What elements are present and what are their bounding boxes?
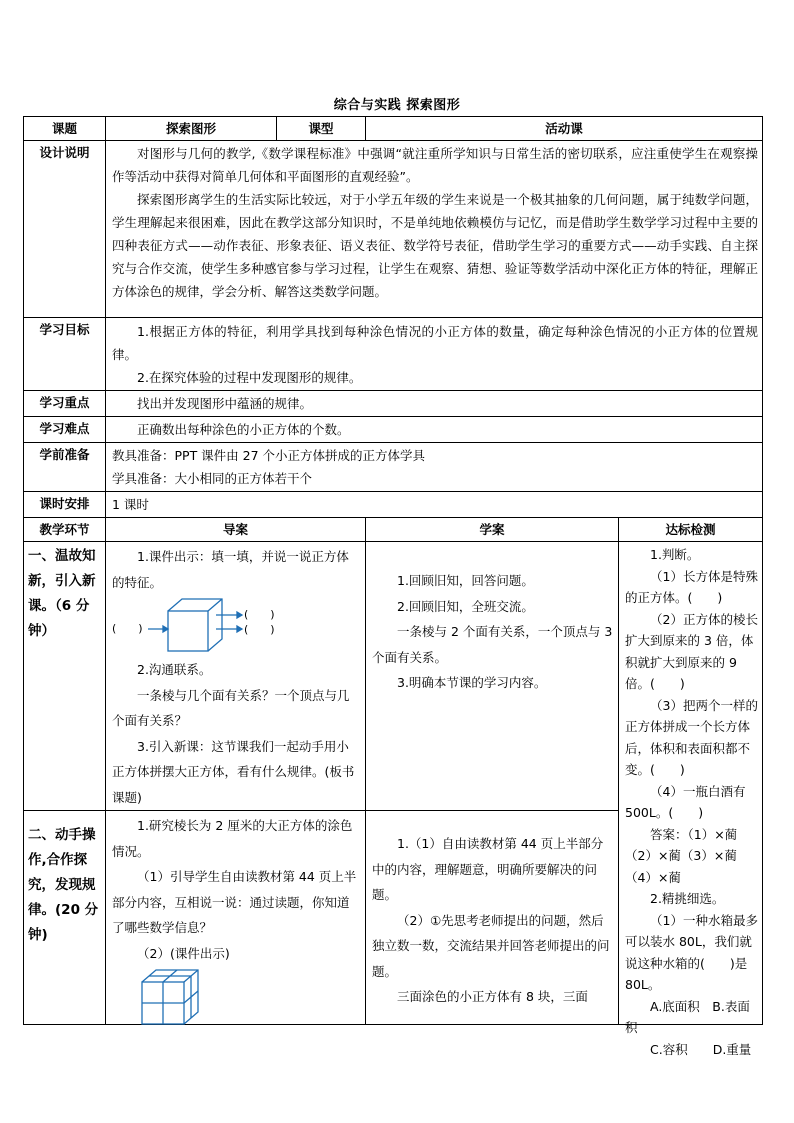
design-label: 设计说明 <box>24 141 106 318</box>
blank-right-bottom: ( ) <box>244 623 275 636</box>
key-point-label: 学习重点 <box>24 391 106 417</box>
difficulty-text: 正确数出每种涂色的小正方体的个数。 <box>137 422 350 437</box>
design-paragraph-1: 对图形与几何的教学,《数学课程标准》中强调“就注重所学知识与日常生活的密切联系，应注重使学生在观察操作等活动中获得对简单几何体和平面图形的直观经验”。 <box>112 146 759 184</box>
arrow-left-head <box>163 626 168 632</box>
stage-2-study-2: （2）①先思考老师提出的问题，然后独立数一数，交流结果并回答老师提出的问题。 <box>372 912 610 979</box>
stage-2-study-1: 1.（1）自由读教材第 44 页上半部分中的内容，理解题意，明确所要解决的问题。 <box>372 836 604 902</box>
stage-1-guide-4: 3.引入新课：这节课我们一起动手用小正方体拼摆大正方体，看有什么规律。(板书课题) <box>112 738 355 805</box>
check-answer: 答案：（1）×蔺（2）×蔺（3）×蔺（4）×蔺 <box>625 826 738 885</box>
teacher-materials: 教具准备：PPT 课件由 27 个小正方体拼成的正方体学具 <box>112 448 426 463</box>
student-materials: 学具准备：大小相同的正方体若干个 <box>112 471 313 486</box>
stage-1-study-1: 1.回顾旧知，回答问题。 <box>397 573 534 588</box>
design-paragraph-2: 探索图形离学生的生活实际比较远，对于小学五年级的学生来说是一个极其抽象的几何问题，属于纯数学问题，学生理解起来很困难，因此在教学这部分知识时，不是单纯地依赖模仿与记忆，而是借助学生数学学习过程中主要的四种表征方式——动作表征、形象表征、语义表征、数学符号表征，借助学生学习的重要方式——动手实践、自主探究与合作交流，使学生多种感官参与学习过程，让学生在观察、猜想、验证等数学活动中深化正方体的特征，理解正方体涂色的规律，学会分析、解答这类数学问题。 <box>112 192 759 299</box>
stage-2-guide-2: （1）引导学生自由读教材第 44 页上半部分内容，互相说一说：通过读题，你知道了哪些数学信息？ <box>112 869 357 935</box>
check-column <box>619 542 762 1057</box>
schedule-row <box>24 492 763 518</box>
objectives-label: 学习目标 <box>24 318 106 391</box>
col-study-header: 学案 <box>366 518 619 542</box>
col-check-header: 达标检测 <box>619 518 763 542</box>
blank-right-top: ( ) <box>244 608 275 621</box>
check-7: （1）一种水箱最多可以装水 80L，我们就说这种水箱的( )是 80L。 <box>625 912 758 992</box>
key-point-row <box>24 391 763 417</box>
preparation-row <box>24 443 763 492</box>
objectives-row <box>24 318 763 391</box>
schedule-label: 课时安排 <box>24 492 106 518</box>
header-topic-value: 探索图形 <box>106 117 277 141</box>
col-guide-header: 导案 <box>106 518 366 542</box>
document-title: 综合与实践 探索图形 <box>333 98 461 113</box>
header-type-value: 活动课 <box>366 117 763 141</box>
preparation-label: 学前准备 <box>24 443 106 492</box>
2x2-cube-figure <box>134 966 224 1028</box>
stage-1-guide-3: 一条棱与几个面有关系？一个顶点与几个面有关系？ <box>112 687 350 728</box>
header-row <box>24 117 763 141</box>
check-3: （2）正方体的棱长扩大到原来的 3 倍，体积就扩大到原来的 9 倍。( ) <box>625 611 758 691</box>
stage-1-row <box>24 542 763 811</box>
check-5: （4）一瓶白酒有 500L。( ) <box>625 783 746 820</box>
cube-figure <box>112 595 361 657</box>
objective-1: 1.根据正方体的特征，利用学具找到每种涂色情况的小正方体的数量，确定每种涂色情况的小正方体的位置规律。 <box>112 324 759 362</box>
difficulty-label: 学习难点 <box>24 417 106 443</box>
lesson-plan-table <box>23 116 763 1057</box>
col-stage-header: 教学环节 <box>24 518 106 542</box>
stage-1-guide-1: 1.课件出示：填一填，并说一说正方体的特征。 <box>112 549 349 590</box>
check-4: （3）把两个一样的正方体拼成一个长方体后，体积和表面积都不变。( ) <box>625 697 758 777</box>
header-label-topic: 课题 <box>24 117 106 141</box>
cube-front-face <box>168 611 208 651</box>
check-1: 1.判断。 <box>650 547 700 562</box>
blank-left: ( ) <box>112 622 143 635</box>
section-header-row <box>24 518 763 542</box>
difficulty-row <box>24 417 763 443</box>
stage-2-study-3: 三面涂色的小正方体有 8 块，三面 <box>397 989 588 1004</box>
check-option-ab: A.底面积 B.表面积 <box>625 998 750 1035</box>
header-label-type: 课型 <box>277 117 366 141</box>
check-6: 2.精挑细选。 <box>650 891 725 906</box>
cube-back-edges <box>168 599 222 651</box>
check-option-cd: C.容积 D.重量 <box>650 1041 752 1057</box>
stage-1-study-3: 一条棱与 2 个面有关系，一个顶点与 3 个面有关系。 <box>372 624 613 665</box>
design-row <box>24 141 763 318</box>
stage-1-guide-2: 2.沟通联系。 <box>137 662 212 677</box>
stage-2-guide-1: 1.研究棱长为 2 厘米的大正方体的涂色情况。 <box>112 818 353 859</box>
objective-2: 2.在探究体验的过程中发现图形的规律。 <box>137 370 362 385</box>
stage-1-study-4: 3.明确本节课的学习内容。 <box>397 675 547 690</box>
key-point-text: 找出并发现图形中蕴涵的规律。 <box>137 396 313 411</box>
stage-1-name: 一、温故知新，引入新课。（6 分钟） <box>28 548 96 639</box>
stage-1-study-2: 2.回顾旧知，全班交流。 <box>397 598 534 614</box>
stage-2-name: 二、动手操作,合作探究，发现规律。(20 分钟) <box>28 827 99 943</box>
check-2: （1）长方体是特殊的正方体。( ) <box>625 568 758 605</box>
stage-2-guide-3: （2）(课件出示) <box>137 945 230 961</box>
schedule-text: 1 课时 <box>112 497 149 512</box>
